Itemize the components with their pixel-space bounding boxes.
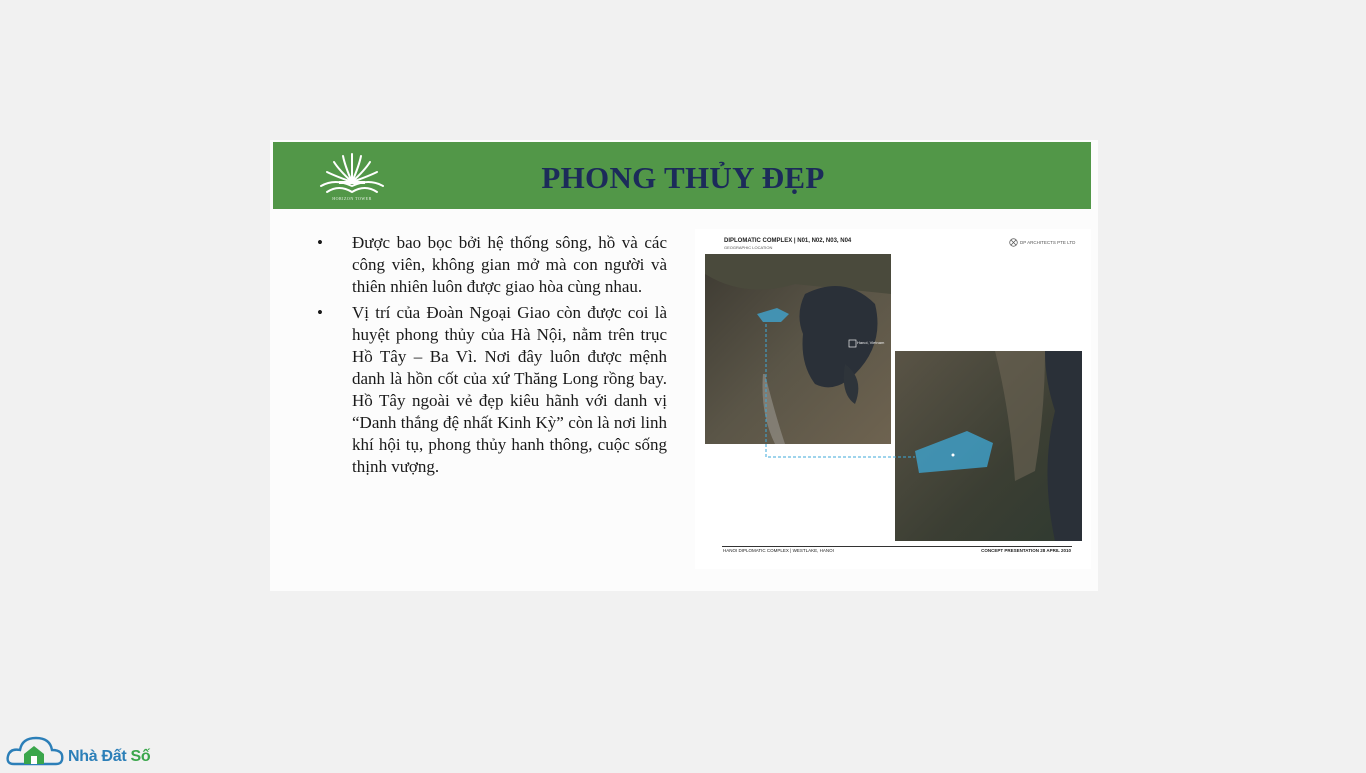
slide-header (273, 142, 1091, 209)
horizon-tower-logo (317, 148, 387, 206)
slide (270, 140, 1098, 591)
figure-footer-left: HANOI DIPLOMATIC COMPLEX | WESTLAKE, HANOI (723, 548, 834, 553)
cloud-house-icon (6, 732, 66, 768)
map-label: Hanoi, Vietnam (857, 340, 885, 345)
nhadatso-brand (68, 748, 150, 766)
figure-footer-rule (722, 546, 1072, 547)
bullet-item (317, 232, 667, 298)
brand-main: Nhà Đất (68, 748, 131, 765)
bullet-list (317, 232, 667, 482)
location-figure (695, 229, 1091, 569)
figure-brand (1009, 238, 1075, 247)
satellite-map-overview (705, 254, 891, 444)
page-title: PHONG THỦY ĐẸP (541, 160, 825, 195)
brand-mark-icon (1009, 238, 1018, 247)
bullet-dot: • (317, 233, 323, 252)
satellite-map-detail (895, 351, 1082, 541)
brand-accent: Số (130, 748, 151, 765)
logo-caption: HORIZON TOWER (332, 196, 372, 201)
bullet-item (317, 302, 667, 478)
bullet-dot: • (317, 303, 323, 322)
brand-name: DP ARCHITECTS PTE LTD (1020, 240, 1076, 245)
figure-footer-right: CONCEPT PRESENTATION 28 APRIL 2010 (981, 548, 1071, 553)
bullet-text: Vị trí của Đoàn Ngoại Giao còn được coi là huyệt phong thủy của Hà Nội, nằm trên trục Hồ Tây – Ba Vì. Nơi đây luôn được mệnh danh là hồn cốt của xứ Thăng Long rồng bay. Hồ Tây ngoài vẻ đẹp kiêu hãnh với danh vị “Danh thắng đệ nhất Kinh Kỳ” còn là nơi linh khí hội tụ, phong thủy hanh thông, cuộc sống thịnh vượng. (352, 303, 667, 476)
figure-subtitle: GEOGRAPHIC LOCATION (724, 245, 773, 250)
palm-crest-icon (317, 148, 387, 196)
figure-title: DIPLOMATIC COMPLEX | N01, N02, N03, N04 (724, 238, 852, 244)
bullet-text: Được bao bọc bởi hệ thống sông, hồ và các công viên, không gian mở mà con người và thiên nhiên luôn được giao hòa cùng nhau. (352, 233, 667, 296)
